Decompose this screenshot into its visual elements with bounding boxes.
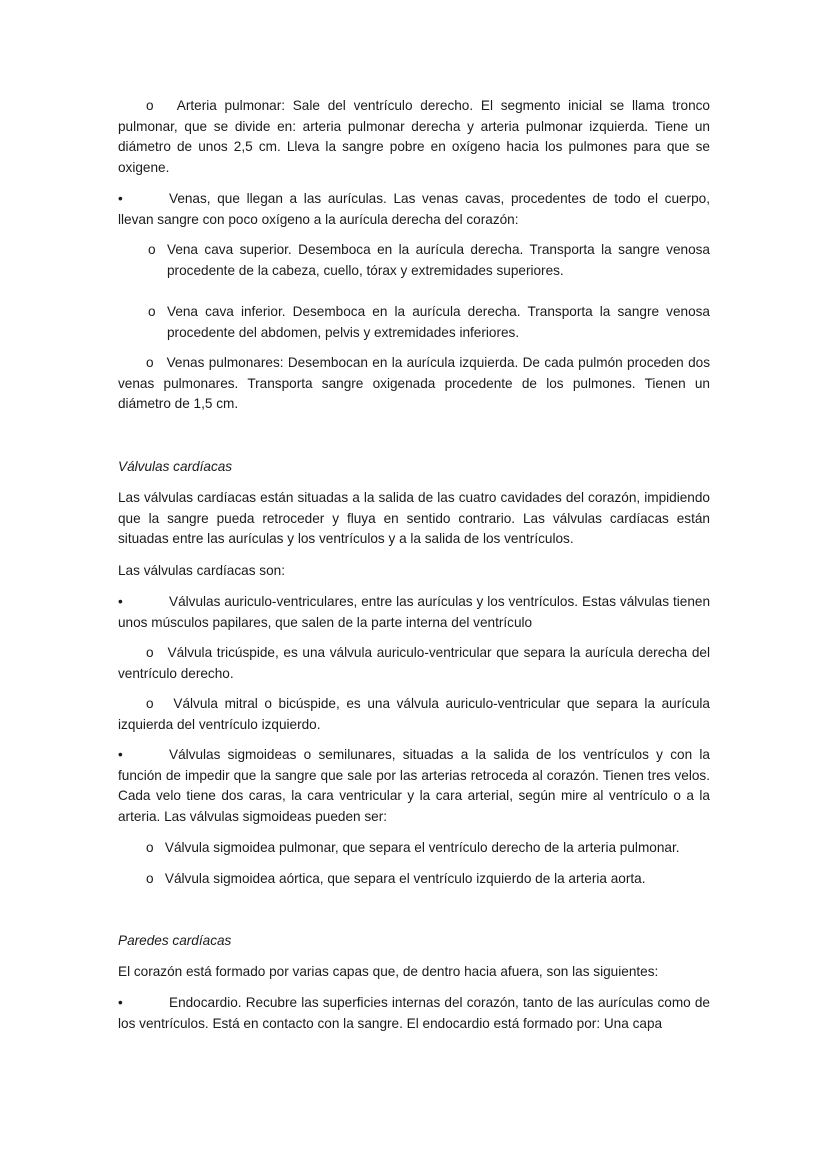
list-item-vena-cava-inferior <box>148 302 710 343</box>
paragraph-capas-corazon: El corazón está formado por varias capas que, de dentro hacia afuera, son las siguientes: <box>118 964 659 979</box>
heading-valvulas-cardiacas: Válvulas cardíacas <box>118 459 233 474</box>
list-marker: o <box>146 696 154 711</box>
paragraph-text: Válvula mitral o bicúspide, es una válvula auriculo-ventricular que separa la aurícula izquierda del ventrículo izquierdo. <box>118 696 710 732</box>
paragraph-valvulas-auriculo-ventriculares <box>118 592 710 633</box>
heading-paredes-cardiacas: Paredes cardíacas <box>118 933 232 948</box>
list-marker: o <box>146 645 154 660</box>
list-item-text: Vena cava superior. Desemboca en la aurícula derecha. Transporta la sangre venosa procedente de la cabeza, cuello, tórax y extremidades superiores. <box>167 242 710 278</box>
paragraph-text: Válvula sigmoidea aórtica, que separa el ventrículo izquierdo de la arteria aorta. <box>164 871 646 886</box>
bullet-marker: • <box>118 594 123 609</box>
paragraph-text: Venas pulmonares: Desembocan en la aurícula izquierda. De cada pulmón proceden dos venas pulmonares. Transporta sangre oxigenada procedente de los pulmones. Tienen un diámetro de 1,5 cm. <box>118 355 710 412</box>
paragraph-sigmoidea-pulmonar <box>118 838 710 859</box>
paragraph-valvula-mitral <box>118 694 710 735</box>
list-marker: o <box>146 355 154 370</box>
bullet-marker: • <box>118 747 123 762</box>
paragraph-endocardio <box>118 993 710 1034</box>
paragraph-valvulas-sigmoideas <box>118 745 710 827</box>
list-marker: o <box>146 98 154 113</box>
paragraph-text: Válvulas auriculo-ventriculares, entre las aurículas y los ventrículos. Estas válvulas tienen unos músculos papilares, que salen de la parte interna del ventrículo <box>118 594 710 630</box>
paragraph-text: Venas, que llegan a las aurículas. Las venas cavas, procedentes de todo el cuerpo, llevan sangre con poco oxígeno a la aurícula derecha del corazón: <box>118 191 710 227</box>
list-marker: o <box>146 840 154 855</box>
paragraph-text: Endocardio. Recubre las superficies internas del corazón, tanto de las aurículas como de los ventrículos. Está en contacto con la sangre. El endocardio está formado por: Una capa <box>118 995 710 1031</box>
paragraph-valvula-tricuspide <box>118 643 710 684</box>
list-marker: o <box>146 871 154 886</box>
bullet-marker: • <box>118 995 123 1010</box>
paragraph-venas <box>118 189 710 230</box>
paragraph-valvulas-intro: Las válvulas cardíacas están situadas a la salida de las cuatro cavidades del corazón, impidiendo que la sangre pueda retroceder y fluya en sentido contrario. Las válvulas cardíacas están situadas entre las aurículas y los ventrículos y a la salida de los ventrículos. <box>118 490 710 547</box>
paragraph-sigmoidea-aortica <box>118 869 710 890</box>
bullet-marker: • <box>118 191 123 206</box>
paragraph-text: Válvula sigmoidea pulmonar, que separa el ventrículo derecho de la arteria pulmonar. <box>164 840 680 855</box>
paragraph-venas-pulmonares <box>118 353 710 415</box>
list-marker: o <box>148 242 156 257</box>
paragraph-arteria-pulmonar <box>118 96 710 178</box>
list-item-text: Vena cava inferior. Desemboca en la aurícula derecha. Transporta la sangre venosa procedente del abdomen, pelvis y extremidades inferiores. <box>167 304 710 340</box>
paragraph-valvulas-son: Las válvulas cardíacas son: <box>118 563 285 578</box>
paragraph-text: Válvulas sigmoideas o semilunares, situadas a la salida de los ventrículos y con la función de impedir que la sangre que sale por las arterias retroceda al corazón. Tienen tres velos. Cada velo tiene dos caras, la cara ventricular y la cara arterial, según mire al ventrículo o a la arteria. Las válvulas sigmoideas pueden ser: <box>118 747 710 824</box>
list-item-vena-cava-superior <box>148 240 710 281</box>
list-marker: o <box>148 304 156 319</box>
paragraph-text: Arteria pulmonar: Sale del ventrículo derecho. El segmento inicial se llama tronco pulmonar, que se divide en: arteria pulmonar derecha y arteria pulmonar izquierda. Tiene un diámetro de unos 2,5 cm. Lleva la sangre pobre en oxígeno hacia los pulmones para que se oxigene. <box>118 98 710 175</box>
paragraph-text: Válvula tricúspide, es una válvula auriculo-ventricular que separa la aurícula derecha del ventrículo derecho. <box>118 645 710 681</box>
